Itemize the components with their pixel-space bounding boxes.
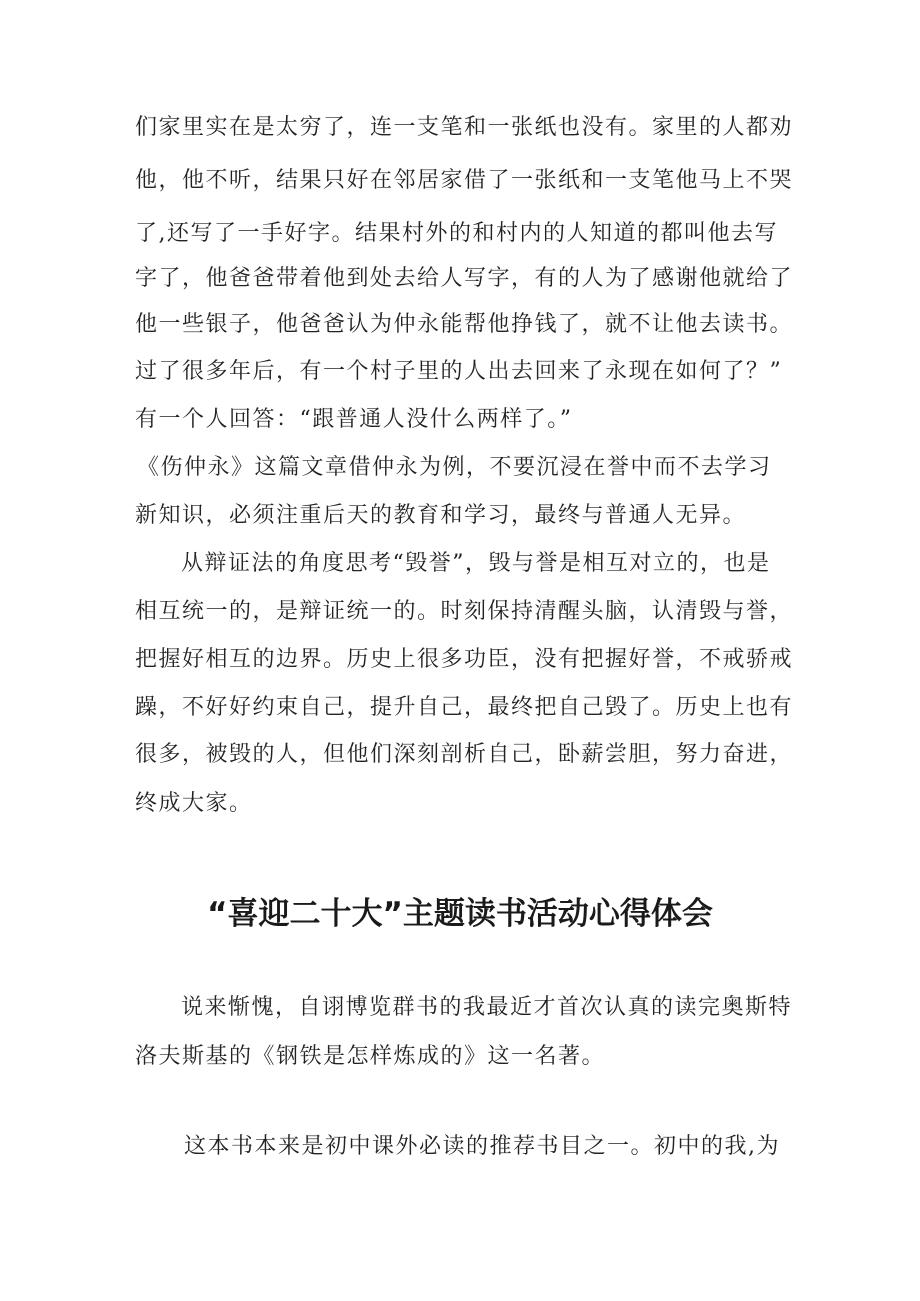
text-line: 把握好相互的边界。历史上很多功臣，没有把握好誉，不戒骄戒: [135, 647, 794, 672]
text-line: 说来惭愧，自诩博览群书的我最近才首次认真的读完奥斯特: [181, 995, 793, 1020]
text-line: 了,还写了一手好字。结果村外的和村内的人知道的都叫他去写: [135, 221, 778, 246]
text-line: 他，他不听，结果只好在邻居家借了一张纸和一支笔他马上不哭: [135, 168, 794, 193]
text-line: 终成大家。: [135, 791, 253, 816]
text-line: 过了很多年后，有一个村子里的人出去回来了永现在如何了？”: [135, 359, 783, 384]
section-title: “喜迎二十大”主题读书活动心得体会: [207, 896, 713, 932]
text-line: 他一些银子，他爸爸认为仲永能帮他挣钱了，就不让他去读书。: [135, 312, 794, 337]
text-line: 们家里实在是太穷了，连一支笔和一张纸也没有。家里的人都劝: [135, 115, 794, 140]
text-line: 很多，被毁的人，但他们深刻剖析自己，卧薪尝胆，努力奋进，: [135, 742, 794, 767]
text-line: 新知识，必须注重后天的教育和学习，最终与普通人无异。: [135, 503, 747, 528]
text-line: 《伤仲永》这篇文章借仲永为例，不要沉浸在誉中而不去学习: [137, 455, 772, 480]
text-line: 躁，不好好约束自己，提升自己，最终把自己毁了。历史上也有: [135, 695, 794, 720]
text-line: 字了，他爸爸带着他到处去给人写字，有的人为了感谢他就给了: [135, 266, 794, 291]
text-line: 有一个人回答：“跟普通人没什么两样了。”: [135, 407, 573, 432]
text-line: 相互统一的，是辩证统一的。时刻保持清醒头脑，认清毁与誉，: [135, 599, 794, 624]
text-line: 从辩证法的角度思考“毁誉”，毁与誉是相互对立的，也是: [181, 551, 771, 576]
text-line: 这本书本来是初中课外必读的推荐书目之一。初中的我,为: [184, 1134, 780, 1159]
text-line: 洛夫斯基的《钢铁是怎样炼成的》这一名著。: [135, 1044, 606, 1069]
